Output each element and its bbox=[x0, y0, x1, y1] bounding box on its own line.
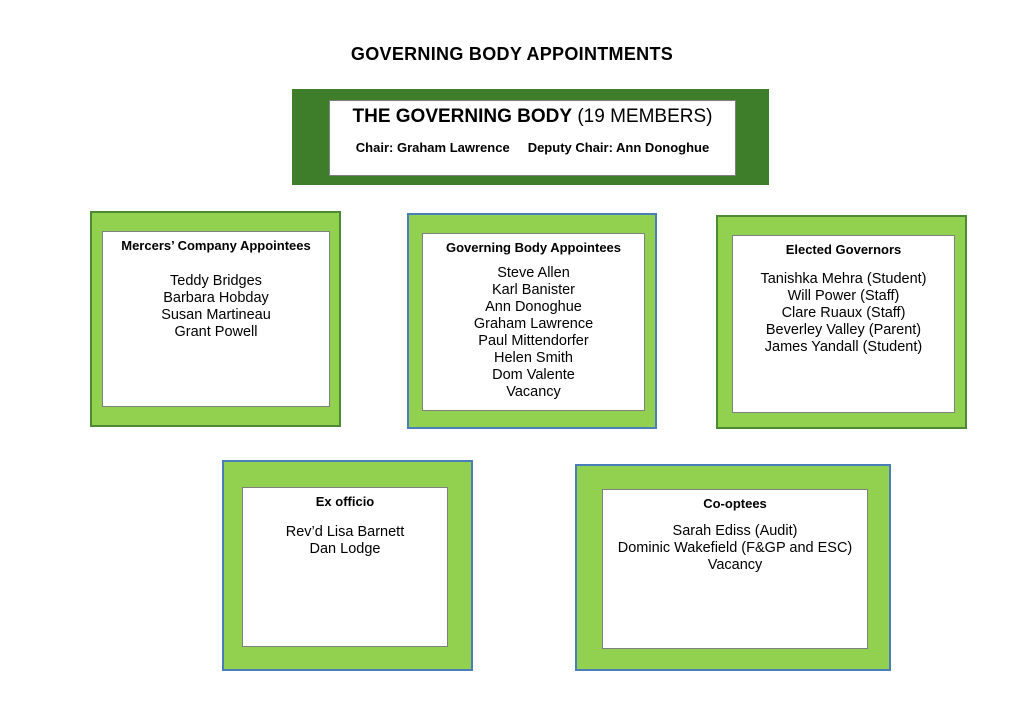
member-name: Vacancy bbox=[506, 384, 561, 400]
chairs-line bbox=[330, 140, 735, 155]
co-optees-title: Co-optees bbox=[703, 496, 767, 511]
member-name: Ann Donoghue bbox=[485, 299, 582, 315]
deputy-chair-label: Deputy Chair: Ann Donoghue bbox=[527, 140, 710, 155]
ex-officio-list bbox=[243, 524, 447, 558]
member-name: Clare Ruaux (Staff) bbox=[781, 305, 906, 321]
member-name: Paul Mittendorfer bbox=[478, 333, 589, 349]
governing-body-member-count: (19 MEMBERS) bbox=[577, 106, 713, 127]
gb-appointees-title: Governing Body Appointees bbox=[445, 240, 622, 255]
elected-governors-title: Elected Governors bbox=[785, 242, 902, 257]
gb-appointees-panel bbox=[422, 233, 645, 411]
member-name: Teddy Bridges bbox=[170, 273, 262, 289]
ex-officio-box bbox=[222, 460, 473, 671]
elected-governors-panel bbox=[732, 235, 955, 413]
member-name: James Yandall (Student) bbox=[764, 339, 923, 355]
gb-appointees-box bbox=[407, 213, 657, 429]
mercers-appointees-panel bbox=[102, 231, 330, 407]
member-name: Vacancy bbox=[707, 557, 763, 573]
member-name: Dan Lodge bbox=[309, 541, 381, 557]
ex-officio-panel bbox=[242, 487, 448, 647]
governing-body-title-bold: THE GOVERNING BODY bbox=[352, 106, 573, 127]
member-name: Sarah Ediss (Audit) bbox=[672, 523, 798, 539]
mercers-appointees-list bbox=[103, 273, 329, 341]
gb-appointees-list bbox=[423, 265, 644, 401]
governing-body-box bbox=[292, 89, 769, 185]
member-name: Helen Smith bbox=[494, 350, 573, 366]
co-optees-list bbox=[603, 523, 867, 574]
chair-label: Chair: Graham Lawrence bbox=[355, 140, 510, 155]
member-name: Steve Allen bbox=[497, 265, 570, 281]
elected-governors-list bbox=[733, 271, 954, 356]
member-name: Dominic Wakefield (F&GP and ESC) bbox=[617, 540, 853, 556]
governing-body-panel bbox=[329, 100, 736, 176]
member-name: Karl Banister bbox=[491, 282, 575, 298]
member-name: Susan Martineau bbox=[161, 307, 271, 323]
member-name: Beverley Valley (Parent) bbox=[765, 322, 922, 338]
member-name: Barbara Hobday bbox=[163, 290, 269, 306]
co-optees-box bbox=[575, 464, 891, 671]
governing-body-title bbox=[330, 106, 735, 128]
member-name: Rev’d Lisa Barnett bbox=[285, 524, 405, 540]
member-name: Tanishka Mehra (Student) bbox=[760, 271, 927, 287]
member-name: Graham Lawrence bbox=[473, 316, 594, 332]
elected-governors-box bbox=[716, 215, 967, 429]
ex-officio-title: Ex officio bbox=[315, 494, 375, 509]
mercers-appointees-title: Mercers’ Company Appointees bbox=[121, 238, 311, 253]
page-title: GOVERNING BODY APPOINTMENTS bbox=[350, 44, 674, 64]
member-name: Dom Valente bbox=[492, 367, 575, 383]
co-optees-panel bbox=[602, 489, 868, 649]
member-name: Will Power (Staff) bbox=[787, 288, 900, 304]
member-name: Grant Powell bbox=[174, 324, 258, 340]
mercers-appointees-box bbox=[90, 211, 341, 427]
